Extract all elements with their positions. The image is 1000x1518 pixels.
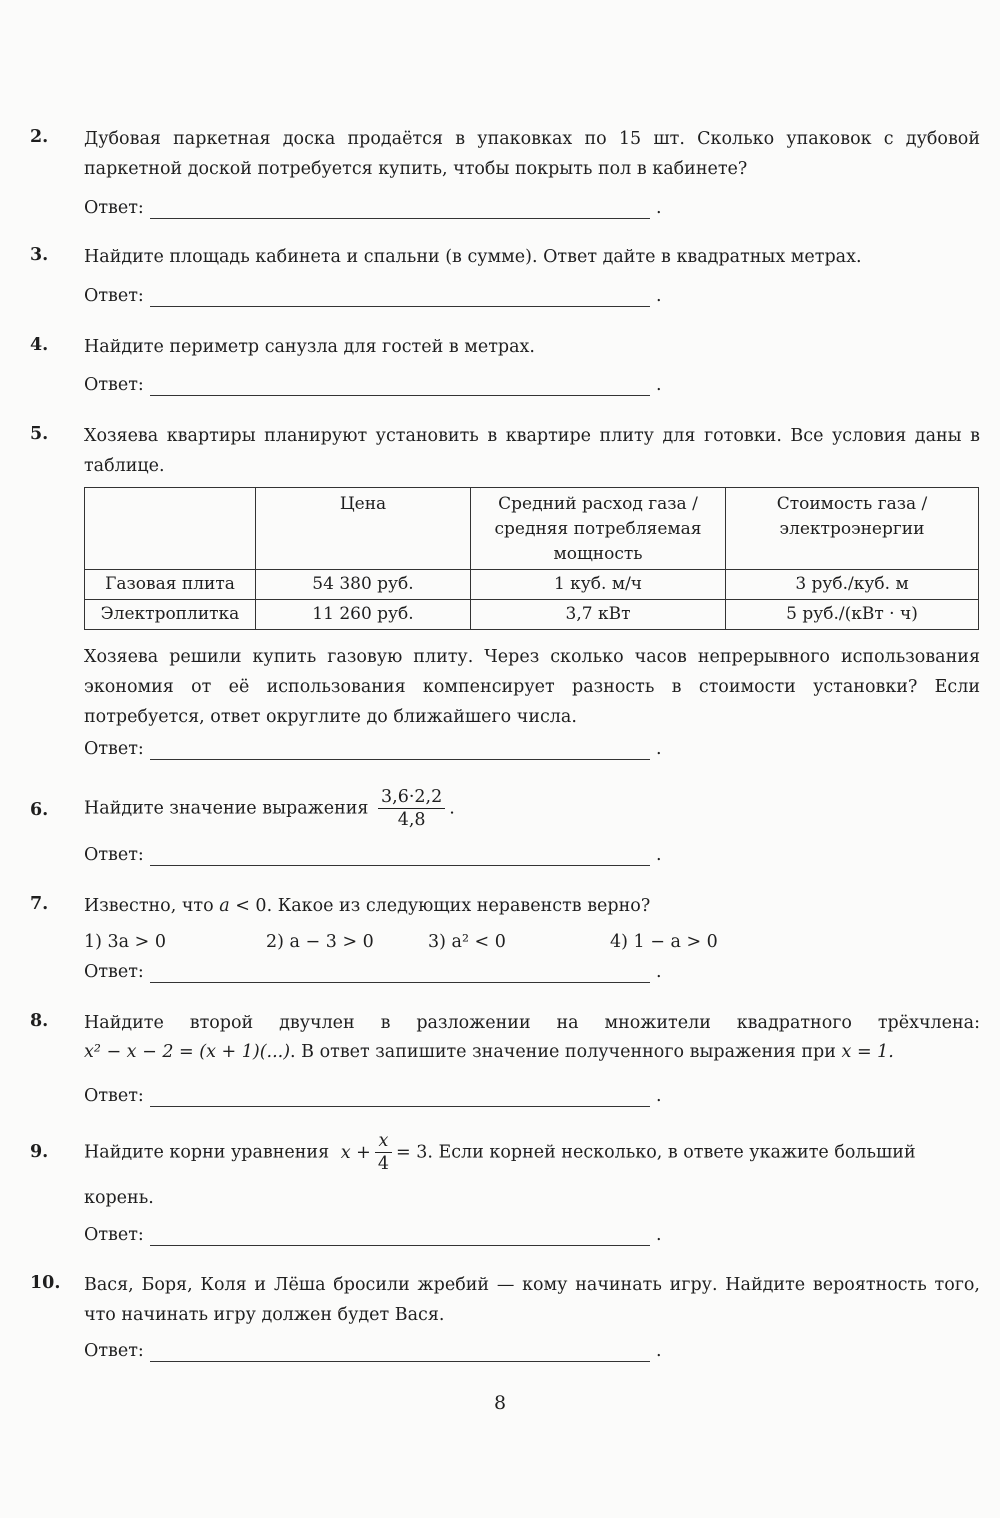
page-number: 8 [493,1392,507,1414]
fraction [375,1130,392,1175]
answer-line[interactable] [150,306,650,307]
table-header-cell: Стоимость газа / электроэнергии [726,488,979,570]
table-cell: 3 руб./куб. м [726,570,979,600]
answer-field[interactable] [84,1086,684,1112]
problem-text: Вася, Боря, Коля и Лёша бросили жребий — кому начинать игру. Найдите вероятность того, что начинать игру должен будет Вася. [84,1275,980,1325]
option-3[interactable]: 3) a² < 0 [428,932,506,952]
fraction-denominator: 4,8 [397,810,426,830]
problem-text-continuation: корень. [84,1188,154,1208]
answer-line[interactable] [150,1106,650,1107]
problem-number: 5. [30,424,49,444]
problem-text-part: < 0. Какое из следующих неравенств верно? [235,896,651,916]
answer-label: Ответ: [84,375,144,395]
answer-field[interactable] [84,198,684,224]
option-1[interactable]: 1) 3a > 0 [84,932,167,952]
answer-dot: . [656,286,662,306]
problem-text-part: . Если корней несколько, в ответе укажите больший [427,1142,916,1163]
answer-field[interactable] [84,962,684,988]
problem-text: Найдите периметр санузла для гостей в метрах. [84,337,535,357]
condition: x = 1. [841,1042,894,1062]
variable: a [219,896,230,916]
answer-dot: . [656,845,662,865]
table-header-cell: Цена [256,488,471,570]
table-cell: 54 380 руб. [256,570,471,600]
expression-tail: . [449,798,455,819]
equation: x² − x − 2 = (x + 1)(...) [84,1042,291,1062]
problem-text [84,1130,980,1175]
table-cell: 5 руб./(кВт · ч) [726,600,979,630]
answer-options [84,932,784,960]
answer-line[interactable] [150,218,650,219]
fraction-denominator: 4 [377,1154,389,1174]
table-cell: Газовая плита [85,570,256,600]
table-cell: 11 260 руб. [256,600,471,630]
problem-number: 8. [30,1011,49,1031]
problem-number: 2. [30,127,49,147]
expression-intro: Найдите значение выражения [84,798,369,819]
problem-number: 6. [30,800,49,820]
problem-text-line-2 [84,1037,980,1067]
answer-label: Ответ: [84,1086,144,1106]
answer-label: Ответ: [84,1225,144,1245]
answer-label: Ответ: [84,739,144,759]
answer-field[interactable] [84,739,684,765]
fraction [378,786,445,831]
answer-field[interactable] [84,845,684,871]
problem-number: 9. [30,1142,49,1162]
answer-dot: . [656,198,662,218]
option-2[interactable]: 2) a − 3 > 0 [266,932,374,952]
answer-dot: . [656,739,662,759]
answer-label: Ответ: [84,845,144,865]
answer-dot: . [656,1225,662,1245]
table-cell: Электроплитка [85,600,256,630]
answer-label: Ответ: [84,962,144,982]
fraction-numerator: 3,6·2,2 [378,786,445,809]
answer-label: Ответ: [84,1341,144,1361]
answer-label: Ответ: [84,198,144,218]
problem-text-part: Известно, что [84,896,214,916]
problem-text [84,786,980,831]
answer-dot: . [656,1341,662,1361]
stove-comparison-table [84,487,979,630]
problem-text: Хозяева решили купить газовую плиту. Через сколько часов непрерывного использования экономия от её использования компенсирует разность в стоимости установки? Если потребуется, ответ округлите до ближайшего числа. [84,647,980,727]
answer-dot: . [656,375,662,395]
answer-field[interactable] [84,1225,684,1251]
answer-dot: . [656,962,662,982]
answer-line[interactable] [150,865,650,866]
answer-line[interactable] [150,1245,650,1246]
table-header-cell [85,488,256,570]
answer-line[interactable] [150,759,650,760]
table-cell: 1 куб. м/ч [471,570,726,600]
equation-left: x + [340,1142,371,1163]
answer-field[interactable] [84,286,684,312]
problem-number: 3. [30,245,49,265]
problem-number: 7. [30,894,49,914]
fraction-numerator: x [375,1130,392,1153]
table-row [85,600,979,630]
answer-line[interactable] [150,395,650,396]
problem-text: Хозяева квартиры планируют установить в квартире плиту для готовки. Все условия даны в таблице. [84,426,980,476]
problem-text-part: . В ответ запишите значение полученного выражения при [290,1042,836,1062]
problem-text [84,891,980,921]
answer-line[interactable] [150,1361,650,1362]
problem-text: Дубовая паркетная доска продаётся в упаковках по 15 шт. Сколько упаковок с дубовой паркетной доской потребуется купить, чтобы покрыть пол в кабинете? [84,129,980,179]
option-4[interactable]: 4) 1 − a > 0 [610,932,718,952]
answer-field[interactable] [84,1341,684,1367]
table-header-row [85,488,979,570]
answer-dot: . [656,1086,662,1106]
problem-number: 4. [30,335,49,355]
problem-text: Найдите площадь кабинета и спальни (в сумме). Ответ дайте в квадратных метрах. [84,247,862,267]
answer-field[interactable] [84,375,684,401]
problem-text-part: Найдите корни уравнения [84,1142,330,1163]
problem-number: 10. [30,1273,61,1293]
table-row [85,570,979,600]
table-header-cell: Средний расход газа / средняя потребляемая мощность [471,488,726,570]
answer-line[interactable] [150,982,650,983]
answer-label: Ответ: [84,286,144,306]
table-cell: 3,7 кВт [471,600,726,630]
problem-text-line-1: Найдите второй двучлен в разложении на множители квадратного трёхчлена: [84,1013,980,1033]
equation-right: = 3 [395,1142,428,1163]
